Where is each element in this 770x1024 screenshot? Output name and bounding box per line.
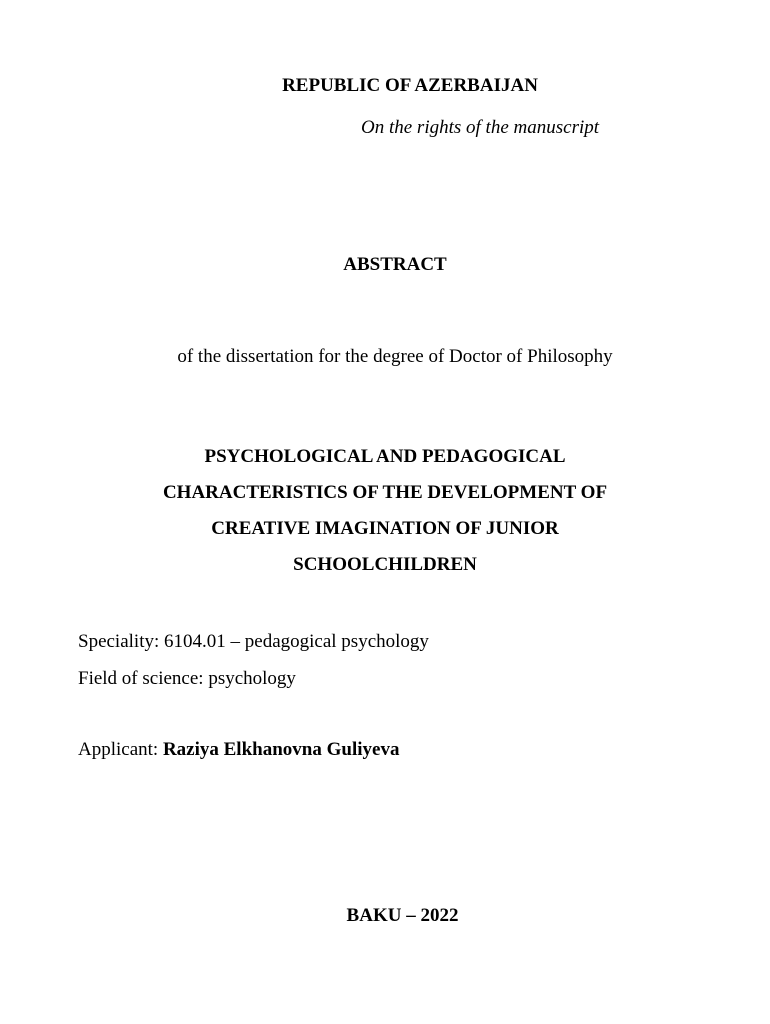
applicant-line (78, 739, 399, 761)
applicant-name: Raziya Elkhanovna Guliyeva (162, 739, 400, 760)
title-line: SCHOOLCHILDREN (293, 554, 477, 575)
dissertation-title (0, 439, 770, 583)
title-line: PSYCHOLOGICAL AND PEDAGOGICAL (204, 446, 566, 467)
country-heading: REPUBLIC OF AZERBAIJAN (282, 75, 538, 96)
dissertation-degree-line: of the dissertation for the degree of Doctor of Philosophy (177, 346, 613, 367)
field-of-science-line: Field of science: psychology (78, 668, 296, 689)
title-line: CHARACTERISTICS OF THE DEVELOPMENT OF (162, 482, 608, 503)
speciality-line: Speciality: 6104.01 – pedagogical psychology (78, 631, 429, 652)
applicant-label: Applicant: (78, 739, 163, 760)
manuscript-rights-note: On the rights of the manuscript (361, 117, 600, 138)
place-and-year: BAKU – 2022 (346, 905, 459, 926)
abstract-heading: ABSTRACT (343, 254, 447, 275)
title-line: CREATIVE IMAGINATION OF JUNIOR (211, 518, 559, 539)
